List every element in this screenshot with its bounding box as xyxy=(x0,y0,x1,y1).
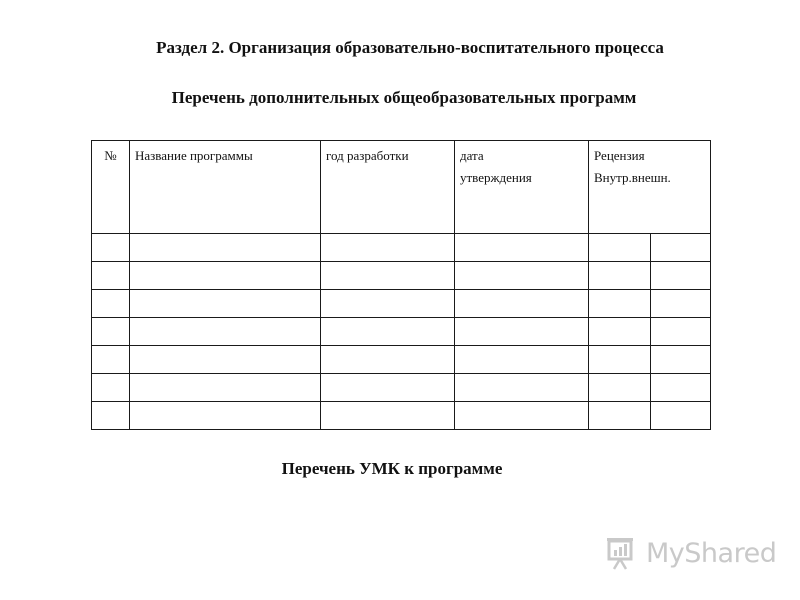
table-cell xyxy=(321,262,455,290)
table-cell xyxy=(321,402,455,430)
table-row xyxy=(92,290,711,318)
table-cell xyxy=(651,234,711,262)
table-row xyxy=(92,402,711,430)
table-cell xyxy=(651,402,711,430)
table-cell xyxy=(92,318,130,346)
table-cell xyxy=(455,346,589,374)
table-row xyxy=(92,346,711,374)
table-cell xyxy=(130,318,321,346)
table-cell xyxy=(589,318,651,346)
table-row xyxy=(92,234,711,262)
table-cell xyxy=(92,346,130,374)
table-cell xyxy=(455,234,589,262)
table-cell xyxy=(130,290,321,318)
programs-list-title: Перечень дополнительных общеобразовательных программ xyxy=(171,88,637,107)
table-row xyxy=(92,318,711,346)
table-cell xyxy=(92,402,130,430)
table-cell xyxy=(321,318,455,346)
table-cell xyxy=(455,318,589,346)
table-cell xyxy=(589,374,651,402)
header-number: № xyxy=(92,141,130,234)
table-cell xyxy=(651,318,711,346)
header-approval-date-line1: дата xyxy=(460,148,484,163)
table-cell xyxy=(455,262,589,290)
table-cell xyxy=(92,374,130,402)
section-title: Раздел 2. Организация образовательно-воспитательного процесса xyxy=(156,38,664,57)
table-header-row xyxy=(92,141,711,234)
table-cell xyxy=(651,262,711,290)
table-cell xyxy=(455,402,589,430)
table-cell xyxy=(589,290,651,318)
header-review-line1: Рецензия xyxy=(594,148,645,163)
table-row xyxy=(92,374,711,402)
table-cell xyxy=(92,262,130,290)
header-review xyxy=(589,141,711,234)
programs-table xyxy=(91,140,711,430)
table-cell xyxy=(92,234,130,262)
table-cell xyxy=(130,234,321,262)
header-program-name: Название программы xyxy=(130,141,321,234)
table-cell xyxy=(589,234,651,262)
table-cell xyxy=(321,234,455,262)
table-cell xyxy=(92,290,130,318)
table-cell xyxy=(455,290,589,318)
table-cell xyxy=(130,346,321,374)
header-approval-date-line2: утверждения xyxy=(460,170,532,185)
header-review-line2: Внутр.внешн. xyxy=(594,170,671,185)
table-cell xyxy=(130,262,321,290)
table-cell xyxy=(589,262,651,290)
table-cell xyxy=(130,374,321,402)
table-cell xyxy=(589,346,651,374)
table-cell xyxy=(589,402,651,430)
header-development-year: год разработки xyxy=(321,141,455,234)
presentation-board-icon xyxy=(606,537,640,571)
myshared-watermark xyxy=(606,537,777,573)
table-row xyxy=(92,262,711,290)
header-approval-date xyxy=(455,141,589,234)
table-cell xyxy=(651,346,711,374)
watermark-text: MyShared xyxy=(646,538,777,569)
table-cell xyxy=(321,346,455,374)
table-cell xyxy=(321,374,455,402)
table-cell xyxy=(455,374,589,402)
umk-list-title: Перечень УМК к программе xyxy=(281,459,503,478)
table-cell xyxy=(130,402,321,430)
table-cell xyxy=(651,374,711,402)
table-cell xyxy=(651,290,711,318)
table-cell xyxy=(321,290,455,318)
